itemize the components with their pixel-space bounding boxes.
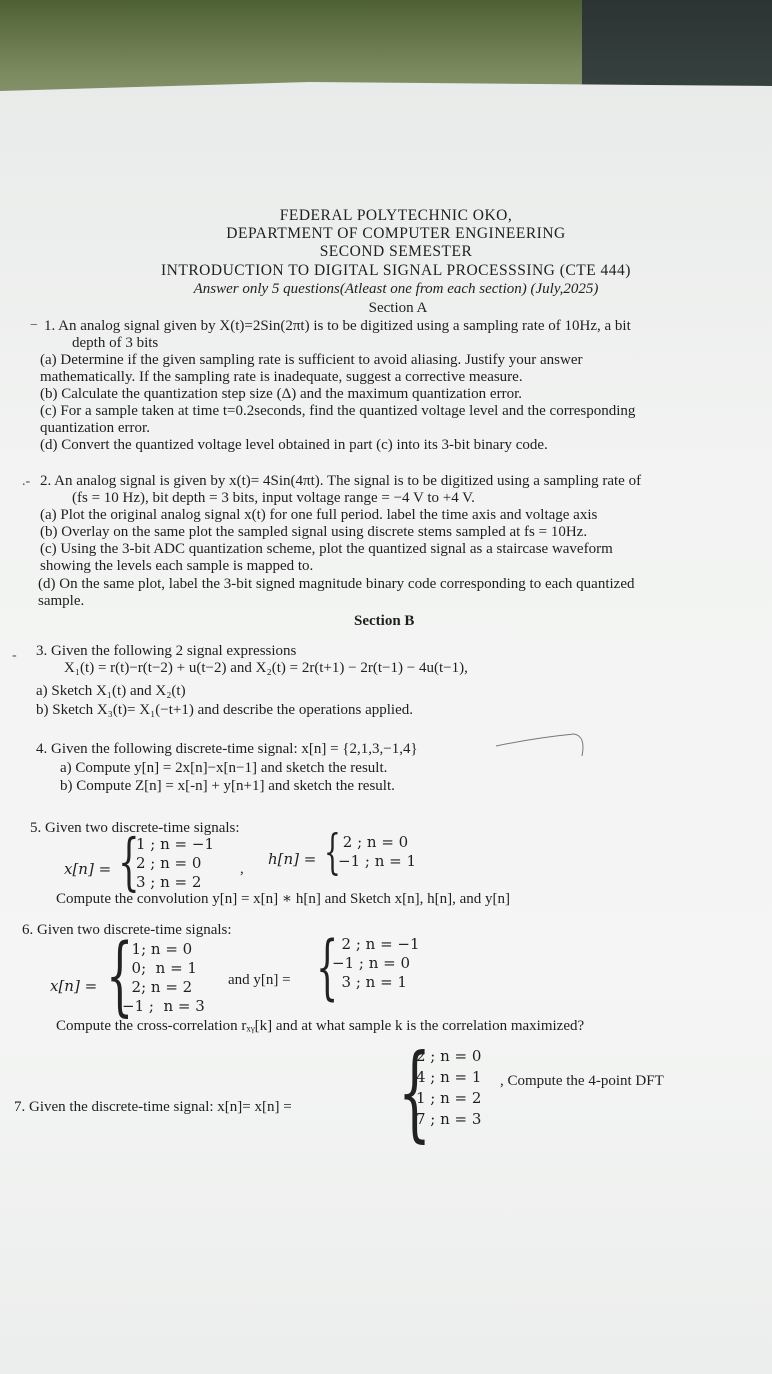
q5-h-label: h[n] = bbox=[268, 850, 317, 868]
q6-y-brace: { bbox=[316, 926, 339, 1008]
margin-tick: - bbox=[12, 648, 17, 663]
q1-text-cont: depth of 3 bits bbox=[72, 335, 159, 351]
q1-part-a-cont: mathematically. If the sampling rate is inadequate, suggest a corrective measure. bbox=[40, 369, 523, 385]
q2-part-d-cont: sample. bbox=[38, 593, 85, 609]
q4-text: 4. Given the following discrete-time signal: x[n] = {2,1,3,−1,4} bbox=[36, 741, 418, 757]
q4-part-b: b) Compute Z[n] = x[-n] + y[n+1] and sketch the result. bbox=[60, 778, 395, 794]
pencil-scribble bbox=[494, 726, 594, 766]
q5-separator: , bbox=[240, 861, 244, 877]
course-title: INTRODUCTION TO DIGITAL SIGNAL PROCESSSING (CTE 444) bbox=[161, 262, 631, 279]
q1-part-c-cont: quantization error. bbox=[40, 420, 150, 436]
department-name: DEPARTMENT OF COMPUTER ENGINEERING bbox=[226, 225, 566, 242]
q6-x-brace: { bbox=[106, 926, 134, 1026]
q1-part-d: (d) Convert the quantized voltage level obtained in part (c) into its 3-bit binary code. bbox=[40, 437, 548, 453]
q7-brace: { bbox=[398, 1031, 432, 1153]
q2-text: 2. An analog signal is given by x(t)= 4Sin(4πt). The signal is to be digitized using a sampling rate of bbox=[40, 473, 642, 489]
q2-part-b: (b) Overlay on the same plot the sampled signal using discrete stems sampled at fs = 10Hz. bbox=[40, 524, 588, 540]
q1-part-c: (c) For a sample taken at time t=0.2seconds, find the quantized voltage level and the corresponding bbox=[40, 403, 636, 419]
q7-cases: 2 ; n = 0 4 ; n = 1 1 ; n = 2 7 ; n = 3 bbox=[416, 1047, 482, 1128]
q5-x-cases: 1 ; n = −1 2 ; n = 0 3 ; n = 2 bbox=[136, 835, 215, 891]
section-b-heading: Section B bbox=[354, 613, 415, 629]
q1-part-a: (a) Determine if the given sampling rate is sufficient to avoid aliasing. Justify your answer bbox=[40, 352, 583, 368]
q1-text: 1. An analog signal given by X(t)=2Sin(2πt) is to be digitized using a sampling rate of 10Hz, a bit bbox=[44, 318, 631, 334]
q6-and-label: and y[n] = bbox=[228, 972, 291, 988]
q2-text-cont: (fs = 10 Hz), bit depth = 3 bits, input voltage range = −4 V to +4 V. bbox=[72, 490, 475, 506]
q2-part-d: (d) On the same plot, label the 3-bit signed magnitude binary code corresponding to each quantized bbox=[38, 576, 635, 592]
q7-text: 7. Given the discrete-time signal: x[n]= x[n] = bbox=[14, 1099, 292, 1115]
q3-expressions: X₁(t) = r(t)−r(t−2) + u(t−2) and X₂(t) = 2r(t+1) − 2r(t−1) − 4u(t−1), bbox=[64, 660, 468, 676]
q5-text: 5. Given two discrete-time signals: bbox=[30, 820, 240, 836]
institution-name: FEDERAL POLYTECHNIC OKO, bbox=[279, 207, 513, 224]
margin-tick: .- bbox=[22, 474, 31, 489]
q5-x-label: x[n] = bbox=[64, 860, 112, 878]
q5-compute: Compute the convolution y[n] = x[n] ∗ h[n] and Sketch x[n], h[n], and y[n] bbox=[56, 891, 510, 907]
q5-h-cases: 2 ; n = 0 −1 ; n = 1 bbox=[338, 833, 417, 870]
q3-text: 3. Given the following 2 signal expressions bbox=[36, 643, 297, 659]
q6-x-label: x[n] = bbox=[50, 977, 98, 995]
q6-x-cases: 1; n = 0 0; n = 1 2; n = 2 −1 ; n = 3 bbox=[122, 940, 205, 1015]
semester: SECOND SEMESTER bbox=[319, 243, 473, 260]
q3-part-a: a) Sketch X₁(t) and X₂(t) bbox=[36, 683, 186, 699]
instructions: Answer only 5 questions(Atleast one from each section) (July,2025) bbox=[193, 281, 599, 297]
q5-x-brace: { bbox=[118, 825, 140, 898]
q3-part-b: b) Sketch X₃(t)= X₁(−t+1) and describe the operations applied. bbox=[36, 702, 413, 718]
q6-y-cases: 2 ; n = −1 −1 ; n = 0 3 ; n = 1 bbox=[332, 935, 420, 991]
q7-tail: , Compute the 4-point DFT bbox=[500, 1073, 664, 1089]
q2-part-c-cont: showing the levels each sample is mapped to. bbox=[40, 558, 314, 574]
q4-part-a: a) Compute y[n] = 2x[n]−x[n−1] and sketch the result. bbox=[60, 760, 388, 776]
margin-tick: − bbox=[30, 318, 38, 333]
q2-part-c: (c) Using the 3-bit ADC quantization scheme, plot the quantized signal as a staircase waveform bbox=[40, 541, 613, 557]
q1-part-b: (b) Calculate the quantization step size (Δ) and the maximum quantization error. bbox=[40, 386, 522, 402]
q6-text: 6. Given two discrete-time signals: bbox=[22, 922, 232, 938]
section-a-heading: Section A bbox=[368, 300, 428, 316]
q5-h-brace: { bbox=[324, 824, 341, 880]
q2-part-a: (a) Plot the original analog signal x(t) for one full period. label the time axis and voltage axis bbox=[40, 507, 598, 523]
q6-compute: Compute the cross-correlation rₓᵧ[k] and at what sample k is the correlation maximized? bbox=[56, 1018, 585, 1034]
